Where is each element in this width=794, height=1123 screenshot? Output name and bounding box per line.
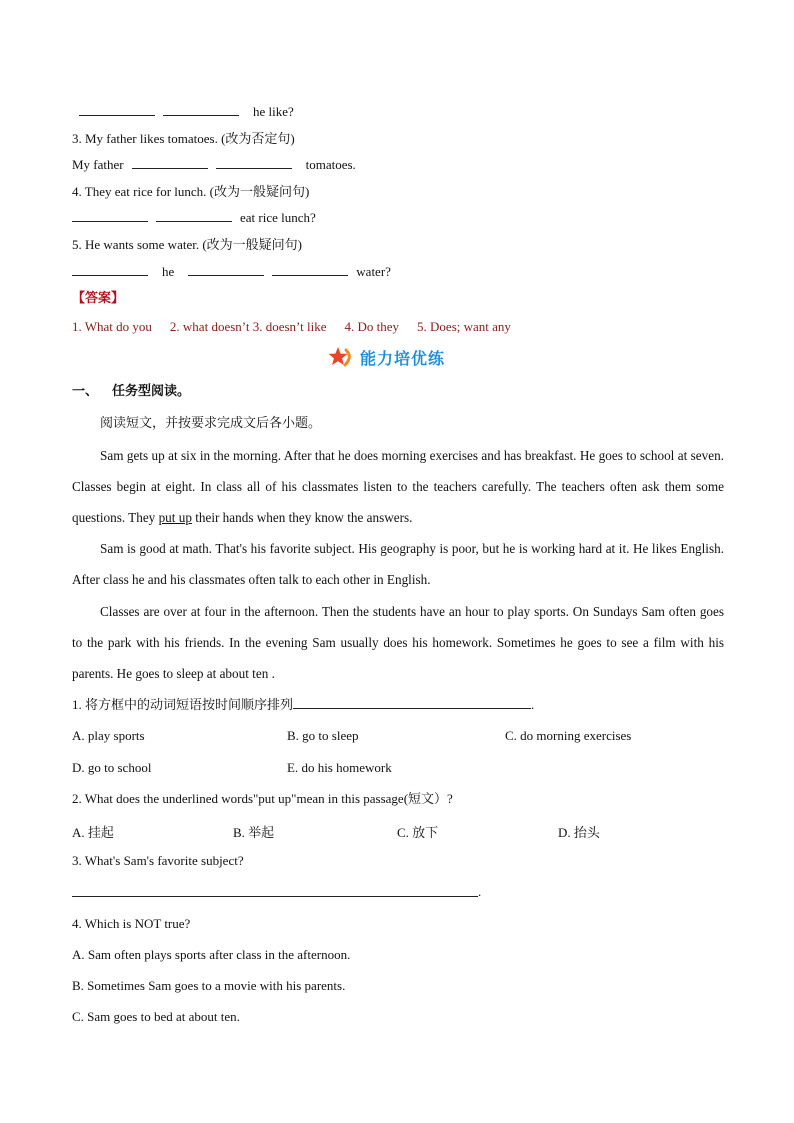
q1-option-e: E. do his homework: [287, 760, 392, 775]
answer-key: [72, 319, 511, 335]
exercise-q3: 3. My father likes tomatoes. (改为否定句): [72, 131, 295, 146]
answer-item: 1. What do you: [72, 319, 152, 334]
q1-option-b: B. go to sleep: [287, 728, 359, 743]
underlined-phrase: put up: [158, 510, 192, 525]
passage-paragraph-3: Classes are over at four in the afternoon. Then the students have an hour to play sports. On Sundays Sam often goes to the park with his friends. In the evening Sam usually does his homework. Sometimes he goes to see a film with his parents. He goes to sleep at about ten .: [72, 604, 724, 681]
passage-paragraph-2: Sam is good at math. That's his favorite subject. His geography is poor, but he is working hard at it. He likes English. After class he and his classmates often talk to each other in English.: [72, 541, 724, 587]
exercise-q5-answer: he water?: [72, 264, 391, 280]
section-badge: [328, 346, 445, 368]
answer-blank[interactable]: [79, 104, 155, 116]
answer-blank[interactable]: [163, 104, 239, 116]
answer-blank[interactable]: [188, 264, 264, 276]
answer-blank[interactable]: [293, 697, 531, 709]
answer-blank[interactable]: [72, 264, 148, 276]
question-4: 4. Which is NOT true?: [72, 916, 191, 931]
star-icon: [328, 346, 354, 368]
answer-blank[interactable]: [272, 264, 348, 276]
q1-option-d: D. go to school: [72, 760, 152, 775]
answer-item: 4. Do they: [344, 319, 400, 334]
q4-option-b[interactable]: B. Sometimes Sam goes to a movie with his parents.: [72, 978, 346, 993]
task-heading: 一、 任务型阅读。: [72, 384, 191, 399]
q1-option-a: A. play sports: [72, 728, 145, 743]
question-2: 2. What does the underlined words"put up"mean in this passage(短文）?: [72, 791, 453, 806]
q2-option-c[interactable]: C. 放下: [397, 825, 439, 840]
answer-blank[interactable]: [132, 157, 208, 169]
q2-option-b[interactable]: B. 举起: [233, 825, 275, 840]
exercise-q3-answer: My father tomatoes.: [72, 157, 356, 172]
q4-option-c[interactable]: C. Sam goes to bed at about ten.: [72, 1009, 240, 1024]
exercise-text: he like?: [253, 104, 294, 119]
exercise-line-2: [79, 104, 294, 120]
answer-blank[interactable]: [72, 210, 148, 222]
task-instruction: 阅读短文，并按要求完成文后各小题。: [100, 416, 322, 431]
answer-label: 【答案】: [72, 290, 125, 305]
answer-blank[interactable]: [216, 157, 292, 169]
q1-option-c: C. do morning exercises: [505, 728, 632, 743]
question-1: 1. 将方框中的动词短语按时间顺序排列 .: [72, 697, 535, 712]
exercise-q4-answer: eat rice lunch?: [72, 210, 316, 226]
passage-paragraph-1: Sam gets up at six in the morning. After that he does morning exercises and has breakfast. He goes to school at seven. Classes begin at eight. In class all of his classmates listen to the teachers carefully. The teachers often ask them some questions. They put up their hands when they know the answers.: [72, 448, 724, 525]
question-3: 3. What's Sam's favorite subject?: [72, 853, 244, 868]
answer-item: 5. Does; want any: [417, 319, 511, 334]
exercise-q4: 4. They eat rice for lunch. (改为一般疑问句): [72, 184, 310, 199]
q2-option-a[interactable]: A. 挂起: [72, 825, 114, 840]
q3-end: .: [478, 884, 482, 899]
answer-blank[interactable]: [72, 896, 478, 897]
answer-blank[interactable]: [156, 210, 232, 222]
answer-item: 2. what doesn’t 3. doesn’t like: [169, 319, 327, 334]
q2-option-d[interactable]: D. 抬头: [558, 825, 600, 840]
exercise-q5: 5. He wants some water. (改为一般疑问句): [72, 237, 302, 252]
q4-option-a[interactable]: A. Sam often plays sports after class in the afternoon.: [72, 947, 351, 962]
section-title: 能力培优练: [360, 348, 446, 368]
